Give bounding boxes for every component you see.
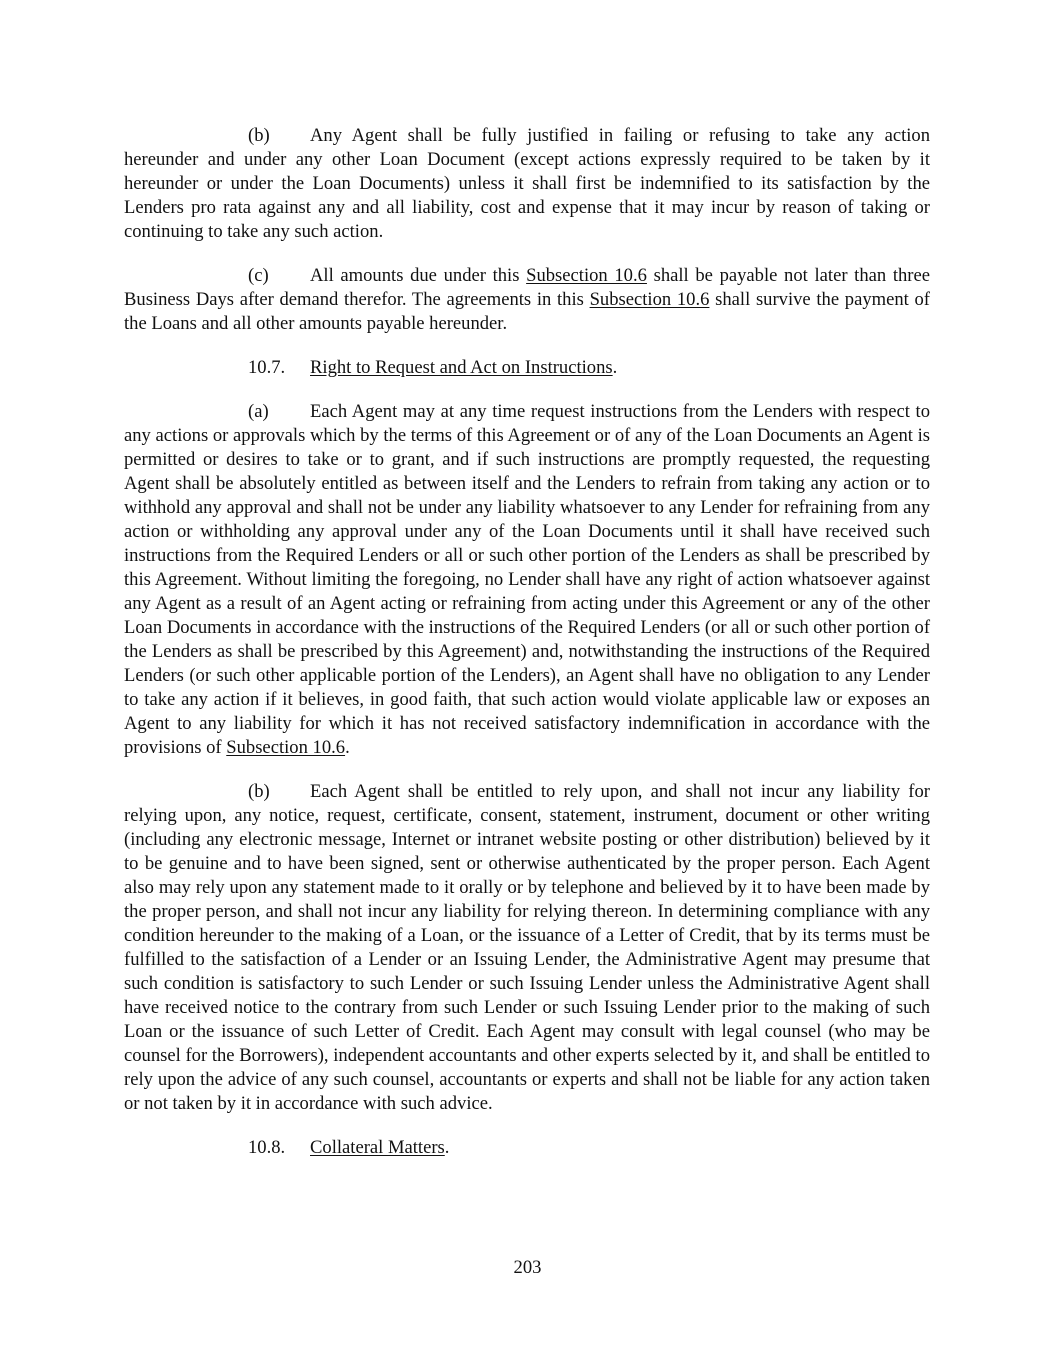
paragraph-label: (c): [248, 265, 269, 286]
section-title-punct: .: [612, 357, 618, 378]
section-title: Right to Request and Act on Instructions: [310, 357, 613, 378]
paragraph-label: (a): [248, 401, 269, 422]
section-title: Collateral Matters: [310, 1137, 445, 1158]
paragraph-c-payment-timing: [124, 264, 930, 336]
paragraph-text: All amounts due under this: [310, 265, 527, 286]
paragraph-text: shall be payable not later than three Business Days after demand therefor. The agreements in this: [124, 265, 931, 310]
subsection-reference: Subsection 10.6: [589, 289, 710, 310]
page-number: 203: [513, 1257, 542, 1278]
section-number: 10.7.: [248, 357, 286, 378]
document-page: [124, 124, 930, 1180]
section-number: 10.8.: [248, 1137, 286, 1158]
paragraph-text: Each Agent shall be entitled to rely upon, and shall not incur any liability for relying upon, any notice, request, certificate, consent, statement, instrument, document or other writing (including any electronic message, Internet or intranet website posting or other distribution) believed by it to be genuine and to have been signed, sent or otherwise authenticated by the proper person. Each Agent also may rely upon any statement made to it orally or by telephone and believed by it to have been made by the proper person, and shall not incur any liability for relying thereon. In determining compliance with any condition hereunder to the making of a Loan, or the issuance of a Letter of Credit, that by its terms must be fulfilled to the satisfaction of a Lender or an Issuing Lender, the Administrative Agent may presume that such condition is satisfactory to such Lender or such Issuing Lender unless the Administrative Agent shall have received notice to the contrary from such Lender or such Issuing Lender prior to the making of such Loan or the issuance of such Letter of Credit. Each Agent may consult with legal counsel (who may be counsel for the Borrowers), independent accountants and other experts selected by it, and shall be entitled to rely upon the advice of any such counsel, accountants or experts and shall not be liable for any action taken or not taken by it in accordance with such advice.: [124, 781, 930, 1114]
subsection-reference: Subsection 10.6: [526, 265, 647, 286]
paragraph-text: Any Agent shall be fully justified in failing or refusing to take any action hereunder and under any other Loan Document (except actions expressly required to be taken by it hereunder or under the Loan Documents) unless it shall first be indemnified to its satisfaction by the Lenders pro rata against any and all liability, cost and expense that it may incur by reason of taking or continuing to take any such action.: [124, 125, 930, 242]
paragraph-b-indemnification: [124, 124, 930, 244]
section-heading-10-8: [124, 1136, 930, 1160]
paragraph-text: Each Agent may at any time request instructions from the Lenders with respect to any actions or approvals which by the terms of this Agreement or of any of the Loan Documents an Agent is permitted or desires to take or to grant, and if such instructions are promptly requested, the requesting Agent shall be absolutely entitled as between itself and the Lenders to refrain from taking any action or to withhold any approval and shall not be under any liability whatsoever to any Lender for refraining from any action or withholding any approval under any of the Loan Documents until it shall have received such instructions from the Required Lenders or all or such other portion of the Lenders as shall be prescribed by this Agreement. Without limiting the foregoing, no Lender shall have any right of action whatsoever against any Agent as a result of an Agent acting or refraining from acting under this Agreement or any of the other Loan Documents in accordance with the instructions of the Required Lenders (or all or such other portion of the Lenders as shall be prescribed by this Agreement) and, notwithstanding the instructions of the Required Lenders (or such other applicable portion of the Lenders), an Agent shall have no obligation to any Lender to take any action if it believes, in good faith, that such action would violate applicable law or exposes an Agent to any liability for which it has not received satisfactory indemnification in accordance with the provisions of: [124, 401, 931, 758]
paragraph-label: (b): [248, 781, 270, 802]
paragraph-text: .: [345, 737, 350, 758]
paragraph-text: shall survive the payment of the Loans and all other amounts payable hereunder.: [124, 289, 931, 334]
subsection-reference: Subsection 10.6: [226, 737, 346, 758]
paragraph-label: (b): [248, 125, 270, 146]
section-title-punct: .: [444, 1137, 450, 1158]
paragraph-b-reliance: [124, 780, 930, 1116]
section-heading-10-7: [124, 356, 930, 380]
paragraph-a-request-instructions: [124, 400, 930, 760]
